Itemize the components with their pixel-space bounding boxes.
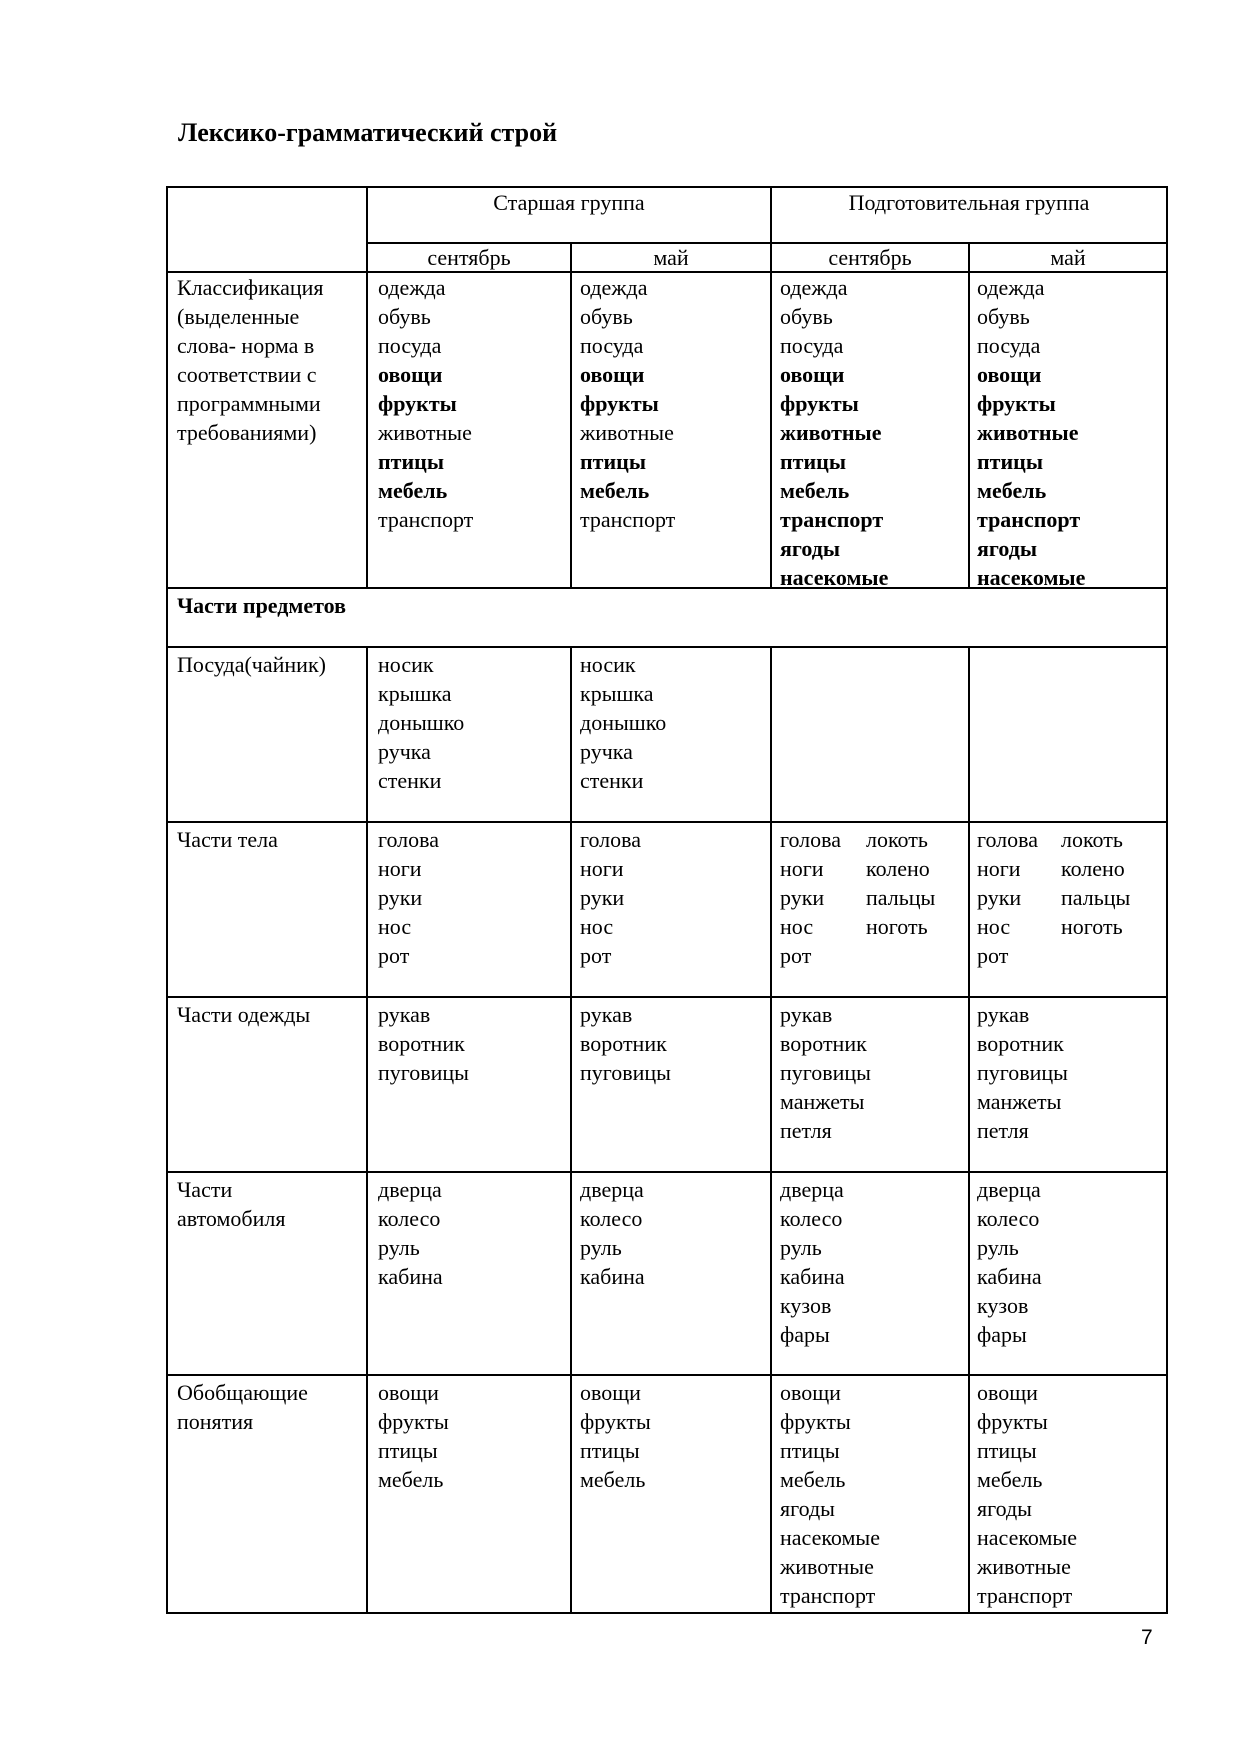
table-cell-right: локоть колено пальцы ноготь: [1061, 827, 1131, 939]
table-border-bottom: [166, 1612, 1168, 1614]
table-rule: [968, 646, 970, 1614]
group-header-preparatory: Подготовительная группа: [848, 190, 1090, 215]
group-header-senior: Старшая группа: [493, 190, 645, 215]
table-border-left: [166, 186, 168, 1614]
classification-word: одежда: [378, 275, 446, 300]
classification-word: транспорт: [378, 507, 474, 532]
classification-word: овощи: [580, 362, 645, 387]
classification-word: животные: [378, 420, 472, 445]
classification-word: овощи: [780, 362, 845, 387]
classification-word: транспорт: [580, 507, 676, 532]
classification-word: обувь: [378, 304, 431, 329]
classification-word: мебель: [780, 478, 850, 503]
classification-word: птицы: [780, 449, 847, 474]
table-cell: рукав воротник пуговицы манжеты петля: [780, 1002, 871, 1143]
table-rule: [166, 646, 1168, 648]
table-cell: дверца колесо руль кабина кузов фары: [780, 1177, 845, 1347]
classification-word: посуда: [378, 333, 442, 358]
classification-word: посуда: [780, 333, 844, 358]
row-label: Части автомобиля: [177, 1177, 286, 1231]
table-cell: голова ноги руки нос рот: [780, 827, 842, 968]
table-cell: рукав воротник пуговицы: [378, 1002, 469, 1085]
classification-word: транспорт: [780, 507, 884, 532]
table-cell: голова ноги руки нос рот: [977, 827, 1039, 968]
table-cell: дверца колесо руль кабина кузов фары: [977, 1177, 1042, 1347]
classification-word: мебель: [977, 478, 1047, 503]
table-cell: овощи фрукты птицы мебель: [378, 1380, 449, 1492]
table-cell: голова ноги руки нос рот: [378, 827, 440, 968]
classification-word: животные: [977, 420, 1079, 445]
classification-word: обувь: [780, 304, 833, 329]
table-cell: овощи фрукты птицы мебель ягоды насекомые животные транспорт: [780, 1380, 880, 1608]
table-rule: [166, 996, 1168, 998]
classification-word: транспорт: [977, 507, 1081, 532]
table-rule: [366, 646, 368, 1614]
row-label: Части одежды: [177, 1002, 311, 1027]
classification-cell: [378, 273, 473, 534]
table-cell: носик крышка донышко ручка стенки: [580, 652, 667, 793]
table-cell: рукав воротник пуговицы манжеты петля: [977, 1002, 1068, 1143]
classification-word: мебель: [378, 478, 448, 503]
table-cell: рукав воротник пуговицы: [580, 1002, 671, 1085]
classification-word: посуда: [977, 333, 1041, 358]
classification-word: ягоды: [977, 536, 1038, 561]
table-cell: овощи фрукты птицы мебель: [580, 1380, 651, 1492]
classification-word: ягоды: [780, 536, 841, 561]
month-header: сентябрь: [427, 245, 511, 270]
table-rule: [570, 646, 572, 1614]
row-label-classification: Классификация (выделенные слова- норма в соответствии с программными требованиями): [177, 275, 324, 445]
classification-word: посуда: [580, 333, 644, 358]
classification-word: животные: [580, 420, 674, 445]
table-rule: [570, 242, 572, 587]
classification-word: овощи: [977, 362, 1042, 387]
classification-word: птицы: [580, 449, 647, 474]
table-rule: [166, 1374, 1168, 1376]
table-rule: [770, 646, 772, 1614]
page-number: 7: [1141, 1626, 1153, 1649]
table-rule: [166, 1171, 1168, 1173]
row-label: Части тела: [177, 827, 278, 852]
classification-word: обувь: [580, 304, 633, 329]
table-cell: голова ноги руки нос рот: [580, 827, 642, 968]
month-header: май: [653, 245, 689, 270]
table-cell: дверца колесо руль кабина: [580, 1177, 645, 1289]
classification-word: птицы: [378, 449, 445, 474]
classification-word: насекомые: [780, 565, 889, 590]
table-cell: дверца колесо руль кабина: [378, 1177, 443, 1289]
classification-word: овощи: [378, 362, 443, 387]
row-label: Обобщающие понятия: [177, 1380, 308, 1434]
classification-word: фрукты: [977, 391, 1056, 416]
table-cell: овощи фрукты птицы мебель ягоды насекомые животные транспорт: [977, 1380, 1077, 1608]
classification-word: одежда: [780, 275, 848, 300]
classification-cell: [977, 273, 1085, 592]
month-header: май: [1050, 245, 1086, 270]
classification-word: птицы: [977, 449, 1044, 474]
classification-word: мебель: [580, 478, 650, 503]
table-border-right: [1166, 186, 1168, 1614]
classification-word: фрукты: [378, 391, 457, 416]
table-cell: носик крышка донышко ручка стенки: [378, 652, 465, 793]
classification-cell: [780, 273, 888, 592]
classification-word: животные: [780, 420, 882, 445]
month-header: сентябрь: [828, 245, 912, 270]
classification-word: обувь: [977, 304, 1030, 329]
row-label: Посуда(чайник): [177, 652, 326, 677]
classification-word: одежда: [580, 275, 648, 300]
classification-word: фрукты: [580, 391, 659, 416]
classification-cell: [580, 273, 675, 534]
section-title: Части предметов: [177, 593, 347, 618]
table: [166, 186, 1168, 1614]
classification-word: фрукты: [780, 391, 859, 416]
classification-word: одежда: [977, 275, 1045, 300]
table-rule: [166, 821, 1168, 823]
table-cell-right: локоть колено пальцы ноготь: [866, 827, 936, 939]
table-rule: [968, 242, 970, 587]
page-title: Лексико-грамматический строй: [178, 118, 558, 147]
classification-word: насекомые: [977, 565, 1086, 590]
